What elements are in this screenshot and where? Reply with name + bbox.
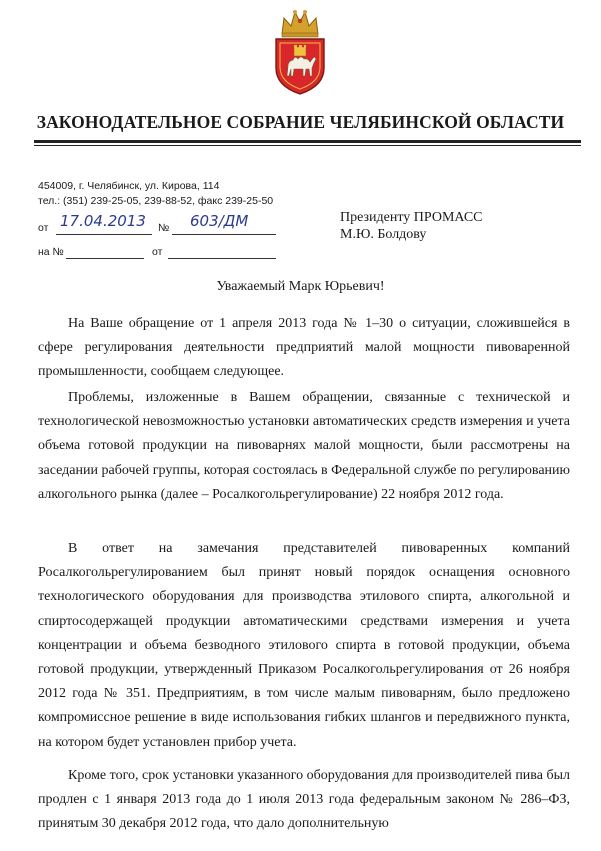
- handwritten-date: 17.04.2013: [60, 212, 146, 230]
- address-line: 454009, г. Челябинск, ул. Кирова, 114: [38, 180, 220, 192]
- ref-number-underline: [66, 258, 144, 259]
- recipient-name: М.Ю. Болдову: [340, 227, 427, 242]
- paragraph: [38, 537, 570, 755]
- coat-of-arms-icon: [272, 6, 328, 96]
- organization-title: ЗАКОНОДАТЕЛЬНОЕ СОБРАНИЕ ЧЕЛЯБИНСКОЙ ОБЛАСТИ: [36, 112, 565, 132]
- ref-date-label: от: [152, 246, 163, 258]
- paragraph: [38, 764, 570, 837]
- date-underline: [56, 234, 152, 235]
- paragraph: [38, 312, 570, 385]
- ref-date-underline: [168, 258, 276, 259]
- phone-line: тел.: (351) 239-25-05, 239-88-52, факс 239-25-50: [38, 195, 274, 207]
- number-underline: [172, 234, 276, 235]
- paragraph: [38, 386, 570, 507]
- date-label: от: [38, 222, 49, 234]
- salutation: Уважаемый Марк Юрьевич!: [216, 279, 385, 294]
- paragraph-text: В ответ на замечания представителей пивоваренных компаний Росалкогольрегулированием был принят новый порядок оснащения основного технологического оборудования для производства этилового спирта, алкогольной и спиртосодержащей продукции автоматическими средствами измерения и учета концентрации и объема безводного этилового спирта в готовой продукции, объема готовой продукции, утвержденный Приказом Росалкогольрегулирования от 26 ноября 2012 года № 351. Предприятиям, в том числе малым пивоварням, было предложено компромиссное решение в виде использования гибких шлангов и передвижного пункта, на котором будет установлен прибор учета.: [38, 541, 570, 750]
- header-rule-thin: [34, 145, 581, 146]
- paragraph-text: На Ваше обращение от 1 апреля 2013 года № 1–30 о ситуации, сложившейся в сфере регулирования деятельности предприятий малой мощности пивоваренной промышленности, сообщаем следующее.: [38, 316, 570, 380]
- ref-number-label: на №: [38, 246, 64, 258]
- paragraph-text: Кроме того, срок установки указанного оборудования для производителей пива был продлен с 1 января 2013 года до 1 июля 2013 года федеральным законом № 286–ФЗ, принятым 30 декабря 2012 года, что дало дополнительную: [38, 768, 570, 832]
- recipient-position: Президенту ПРОМАСС: [340, 210, 483, 225]
- handwritten-number: 603/ДМ: [190, 212, 249, 230]
- number-label: №: [158, 222, 170, 234]
- paragraph-text: Проблемы, изложенные в Вашем обращении, связанные с технической и технологической невозможностью установки автоматических средств измерения и учета объема готовой продукции на пивоварнях малой мощности, были рассмотрены на заседании рабочей группы, которая состоялась в Федеральной службе по регулированию алкогольного рынка (далее – Росалкогольрегулирование) 22 ноября 2012 года.: [38, 390, 570, 502]
- header-rule-thick: [34, 140, 581, 143]
